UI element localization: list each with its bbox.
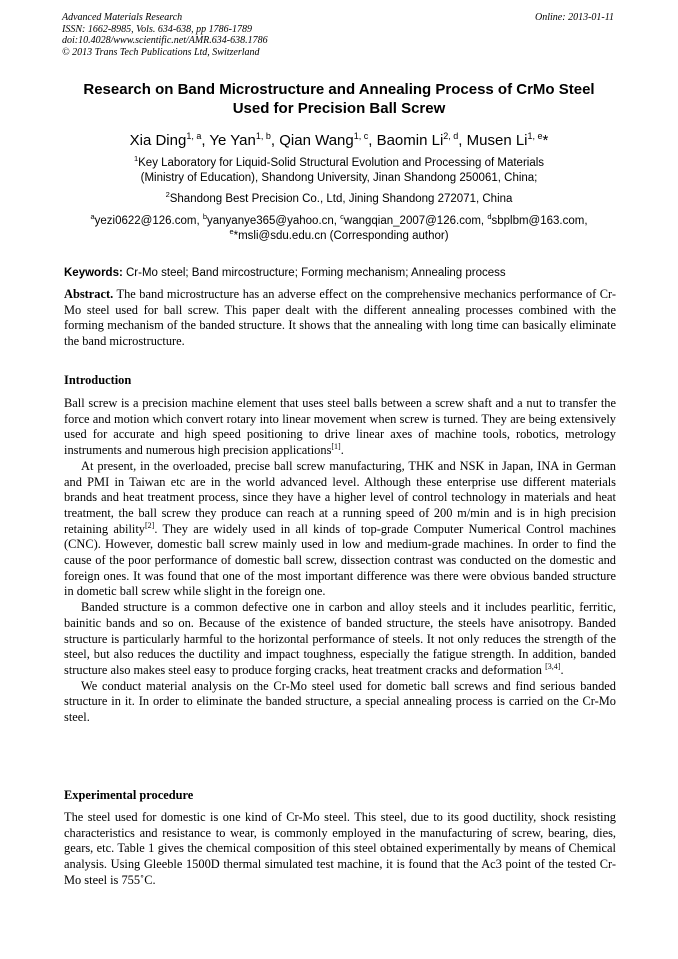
paragraph-text: . They are widely used in all kinds of top-grade Computer Numerical Control machines (CNC). However, domestic ball screw mainly used in low and medium-grade machines. In order to find the cause of the poor performance of domestic ball screw, dissection contrast was conducted on the domestic and foreign ones. It was found that one of the most important difference was there were obvious banded structure in dometic ball screw while slight in the foreign one. [64, 521, 616, 599]
affiliation-1-line-1 [40, 156, 638, 171]
citation[interactable]: [1] [331, 442, 341, 452]
author-separator: , [368, 132, 377, 149]
email-address[interactable]: sbplbm@163.com, [491, 215, 588, 227]
abstract-label: Abstract. [64, 287, 114, 301]
title-line-1: Research on Band Microstructure and Annealing Process of CrMo Steel [83, 81, 595, 98]
abstract-text: The band microstructure has an adverse effect on the comprehensive mechanics performance of Cr-Mo steel used for ball screw. This paper dealt with the different annealing processes combined with the forming mechanism of the banded structure. It shows that the annealing with long time can basically eliminate the band microstructure. [64, 287, 616, 349]
citation[interactable]: [2] [144, 520, 155, 530]
author-affiliation-mark: 1, a [186, 131, 202, 141]
keywords-text: Cr-Mo steel; Band mircostructure; Forming mechanism; Annealing process [122, 267, 506, 279]
issn-line: ISSN: 1662-8985, Vols. 634-638, pp 1786-1789 [62, 23, 252, 35]
email-mark: d [487, 212, 492, 221]
author-affiliation-mark: 2, d [443, 131, 459, 141]
journal-header [62, 12, 268, 58]
paragraph-text: Banded structure is a common defective one in carbon and alloy steels and it includes pearlitic, ferritic, bainitic bands and so on. Because of the existence of banded structure, the steels have anisotropy. Banded structure is particularly harmful to the horizontal performance of steels. It not only reduces the strength of the steel, but also reduces the ductility and impact toughness, especially the fatigue strength. In addition, banded structure also makes steel easy to produce forging cracks, heat treatment cracks and deformation [64, 600, 616, 677]
title-line-2: Used for Precision Ball Screw [232, 100, 446, 117]
copyright-line: © 2013 Trans Tech Publications Ltd, Switzerland [62, 46, 260, 58]
intro-paragraph-2 [64, 459, 616, 600]
email-address[interactable]: wangqian_2007@126.com, [343, 215, 488, 227]
online-date: Online: 2013-01-11 [535, 12, 614, 23]
author-separator: , [270, 132, 280, 149]
paragraph-text: At present, in the overloaded, precise ball screw manufacturing, THK and NSK in Japan, INA in German and PMI in Taiwan etc are in the world advanced level. Although these enterprise use different materials brands and heat treatment process, since they have a higher level of control technology in materials and heat treatment, the ball screw they produce can reach at a running speed of 200 m/min and is in high precision retaining ability [64, 458, 616, 536]
email-mark: c [340, 212, 344, 221]
author-affiliation-mark: 1, c [353, 131, 369, 141]
experimental-paragraph-1: The steel used for domestic is one kind of Cr-Mo steel. This steel, due to its good ductility, shock resisting characteristics and resistance to wear, is commonly employed in the manufacturing of screw, bearing, dies, gears, etc. Table 1 gives the chemical composition of this steel obtained experimentally by means of Chemical analysis. Using Gleeble 1500D thermal simulated test machine, it is found that the Ac3 point of the tested Cr-Mo steel is 755˚C. [64, 810, 616, 887]
experimental-body [64, 810, 616, 889]
keywords-label: Keywords: [64, 267, 123, 279]
affiliation-1-line-2: (Ministry of Education), Shandong University, Jinan Shandong 250061, China; [140, 172, 538, 184]
abstract [64, 287, 616, 350]
email-mark: b [202, 212, 208, 221]
affiliation-text: Shandong Best Precision Co., Ltd, Jining Shandong 272071, China [169, 193, 513, 205]
affiliation-text: Key Laboratory for Liquid-Solid Structural Evolution and Processing of Materials [138, 157, 545, 169]
email-address[interactable]: yezi0622@126.com, [94, 215, 203, 227]
email-mark: e [229, 227, 234, 236]
intro-paragraph-1 [64, 396, 616, 459]
affiliation-mark: 1 [133, 154, 139, 163]
author-separator: , [458, 132, 467, 149]
author-name: Qian Wang [279, 132, 354, 149]
affiliation-mark: 2 [165, 190, 170, 199]
corresponding-email[interactable]: *msli@sdu.edu.cn (Corresponding author) [233, 230, 449, 242]
section-heading-introduction: Introduction [64, 373, 132, 387]
author-separator: * [542, 132, 549, 149]
author-separator: , [201, 132, 210, 149]
email-mark: a [90, 212, 95, 221]
author-name: Musen Li [466, 132, 528, 149]
author-affiliation-mark: 1, b [255, 131, 271, 141]
author-name: Xia Ding [129, 132, 187, 149]
email-line-1 [40, 214, 638, 229]
affiliation-1 [40, 156, 638, 186]
paragraph-text: Ball screw is a precision machine element that uses steel balls between a screw shaft and a nut to transfer the force and motion which convert rotary into linear movement when screw is turned. They are being extensively used for accurate and high speed positioning to drive linear axes of machine tools, robotics, metrology instruments and numerous high precision applications [64, 396, 616, 458]
author-affiliation-mark: 1, e [527, 131, 543, 141]
author-name: Baomin Li [376, 132, 444, 149]
author-name: Ye Yan [209, 132, 256, 149]
paper-title [40, 80, 638, 118]
email-line-2 [40, 229, 638, 244]
introduction-body [64, 396, 616, 726]
paragraph-text: . [340, 443, 344, 458]
keywords [64, 266, 616, 280]
email-list [40, 214, 638, 244]
intro-paragraph-3 [64, 600, 616, 679]
author-list [0, 132, 678, 150]
abstract-paragraph [64, 287, 616, 350]
section-heading-experimental: Experimental procedure [64, 788, 194, 802]
doi-line: doi:10.4028/www.scientific.net/AMR.634-638.1786 [62, 35, 268, 46]
citation[interactable]: [3,4] [545, 661, 561, 671]
intro-paragraph-4: We conduct material analysis on the Cr-Mo steel used for dometic ball screws and find serious banded structure in it. In order to eliminate the banded structure, a special annealing process is carried on the Cr-Mo steel. [64, 678, 616, 725]
email-address[interactable]: yanyanye365@yahoo.cn, [207, 215, 341, 227]
paragraph-text: . [560, 662, 564, 677]
journal-name: Advanced Materials Research [62, 12, 183, 23]
affiliation-2 [40, 192, 638, 207]
